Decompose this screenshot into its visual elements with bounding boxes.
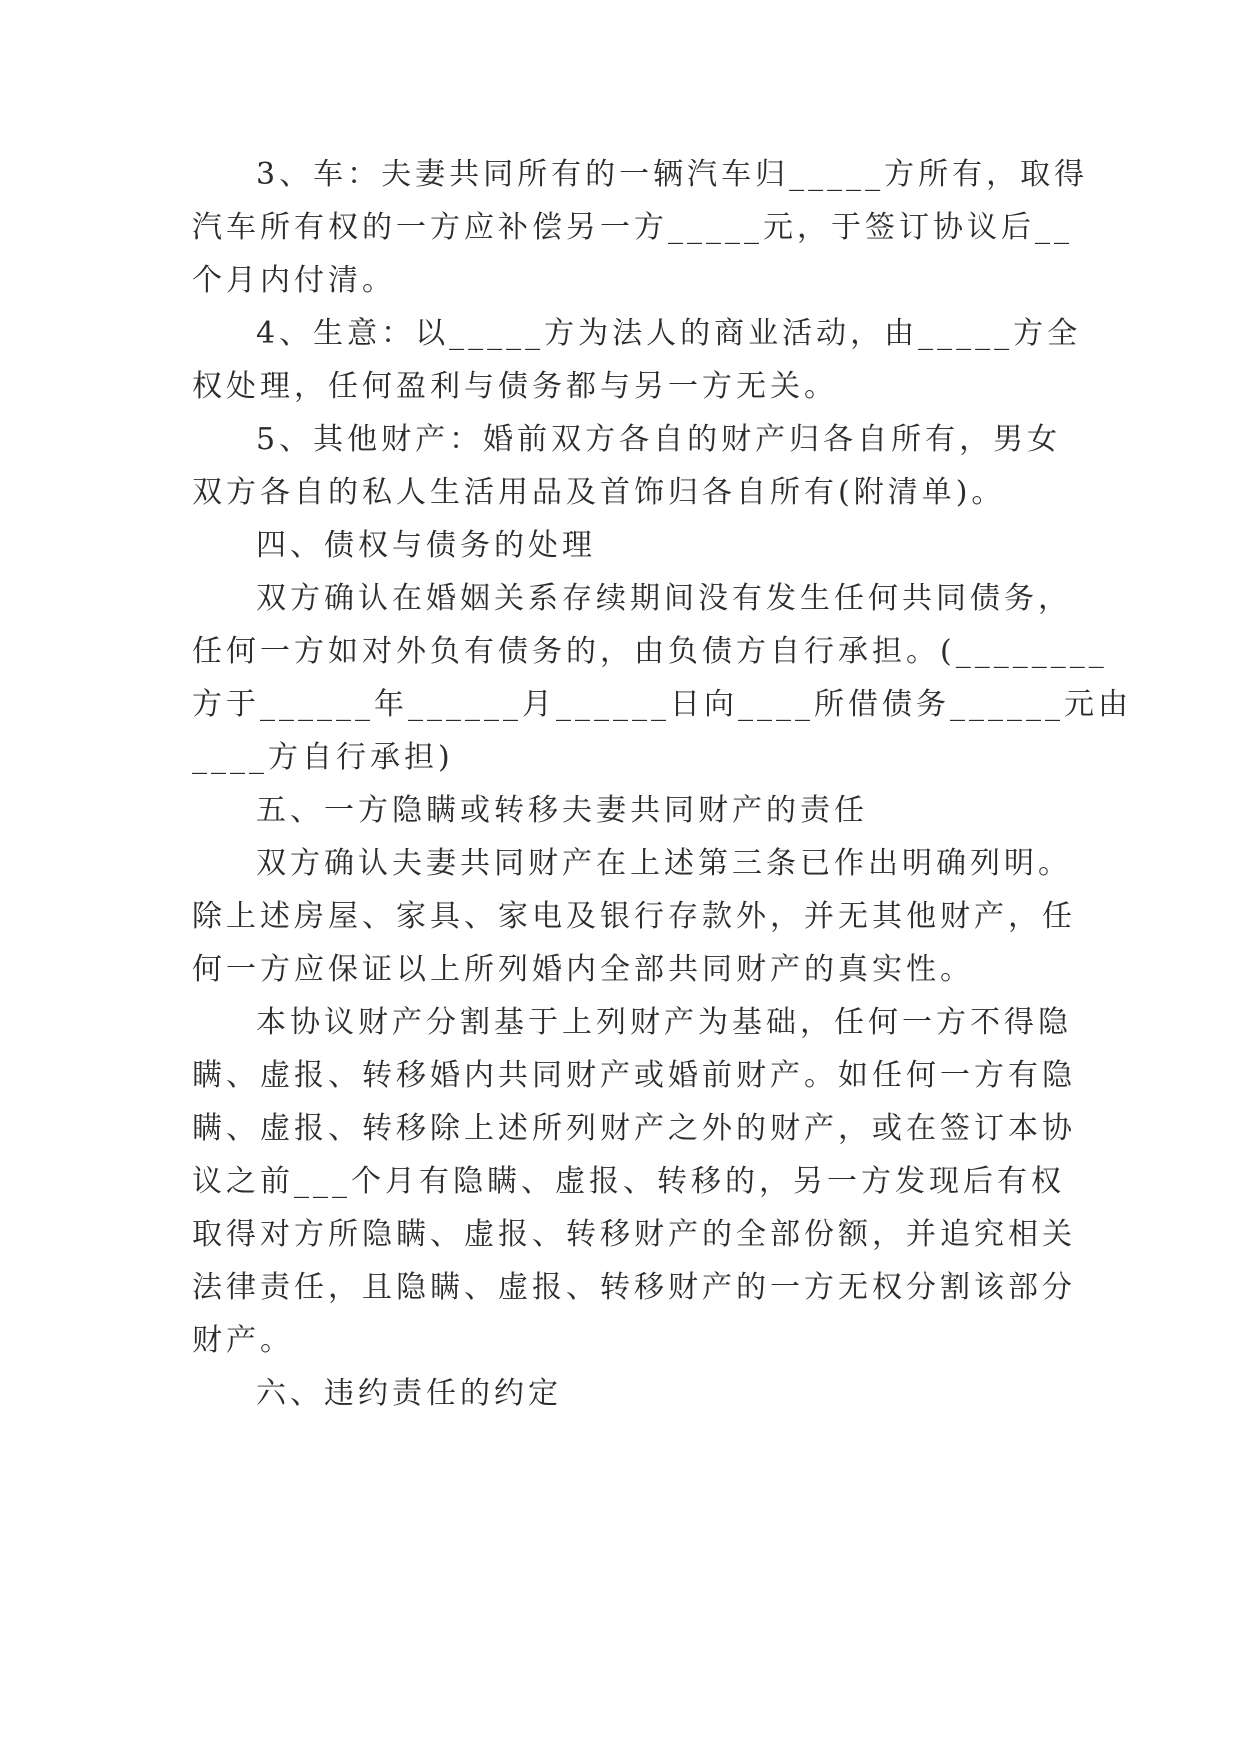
text-line: 汽车所有权的一方应补偿另一方_____元，于签订协议后__: [192, 210, 1073, 245]
text-line: 除上述房屋、家具、家电及银行存款外，并无其他财产，任: [192, 899, 1076, 934]
text-line: 瞒、虚报、转移婚内共同财产或婚前财产。如任何一方有隐: [192, 1058, 1076, 1093]
text-line: 3、车：夫妻共同所有的一辆汽车归_____方所有，取得: [256, 157, 1089, 192]
text-line: 4、生意：以_____方为法人的商业活动，由_____方全: [256, 316, 1082, 351]
text-line: 任何一方如对外负有债务的，由负债方自行承担。(________: [192, 634, 1108, 669]
text-line: 何一方应保证以上所列婚内全部共同财产的真实性。: [192, 952, 974, 987]
text-line: 方于______年______月______日向____所借债务______元由: [192, 687, 1132, 722]
text-line: 法律责任，且隐瞒、虚报、转移财产的一方无权分割该部分: [192, 1270, 1076, 1305]
text-line: 双方确认在婚姻关系存续期间没有发生任何共同债务，: [256, 581, 1072, 616]
text-line: 瞒、虚报、转移除上述所列财产之外的财产，或在签订本协: [192, 1111, 1076, 1146]
section-heading: 五、一方隐瞒或转移夫妻共同财产的责任: [256, 793, 868, 828]
text-line: ____方自行承担): [192, 740, 454, 775]
text-line: 5、其他财产：婚前双方各自的财产归各自所有，男女: [256, 422, 1062, 457]
text-line: 个月内付清。: [192, 263, 396, 298]
text-line: 双方确认夫妻共同财产在上述第三条已作出明确列明。: [256, 846, 1072, 881]
text-line: 议之前___个月有隐瞒、虚报、转移的，另一方发现后有权: [192, 1164, 1065, 1199]
text-line: 取得对方所隐瞒、虚报、转移财产的全部份额，并追究相关: [192, 1217, 1076, 1252]
text-line: 权处理，任何盈利与债务都与另一方无关。: [192, 369, 838, 404]
text-line: 本协议财产分割基于上列财产为基础，任何一方不得隐: [256, 1005, 1072, 1040]
text-line: 财产。: [192, 1323, 294, 1358]
section-heading: 四、债权与债务的处理: [256, 528, 596, 563]
text-line: 双方各自的私人生活用品及首饰归各自所有(附清单)。: [192, 475, 1006, 510]
section-heading: 六、违约责任的约定: [256, 1376, 562, 1411]
